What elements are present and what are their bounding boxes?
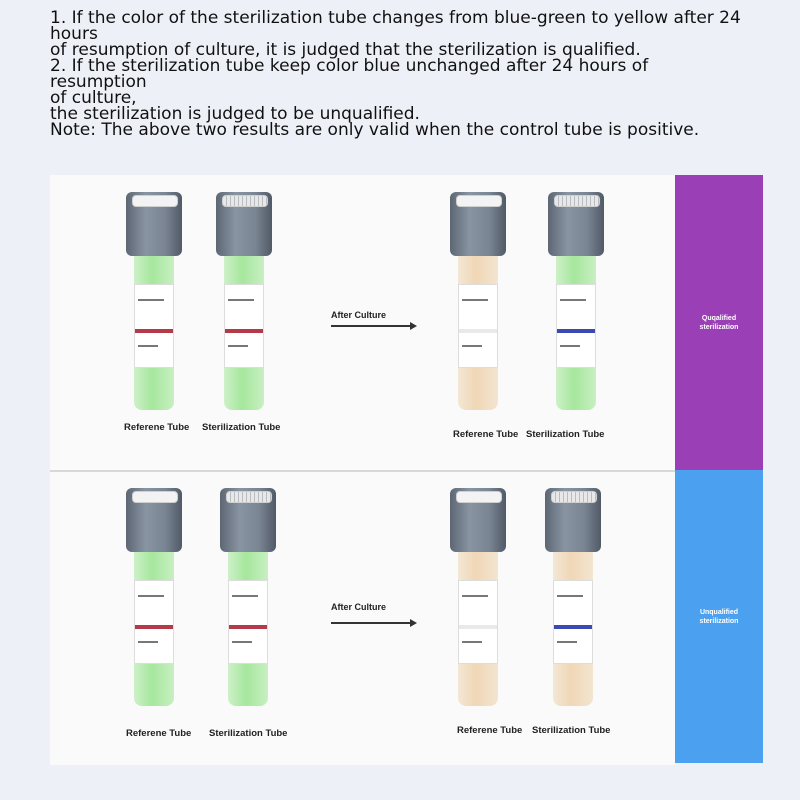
side-label: Unqualified	[699, 608, 739, 616]
arrow-icon	[331, 622, 415, 624]
unqualified-label-bar	[675, 470, 763, 763]
tube-caption: Referene Tube	[453, 429, 519, 440]
side-label: sterilization	[699, 617, 739, 625]
arrow-icon	[331, 325, 415, 327]
qualified-panel	[50, 175, 675, 470]
reference-tube-after	[448, 488, 508, 714]
tube-caption: Referene Tube	[457, 725, 523, 736]
reference-tube-before	[124, 488, 184, 714]
arrow-label: After Culture	[331, 310, 387, 320]
tube-caption: Sterilization Tube	[532, 725, 611, 736]
note-line: of resumption of culture, it is judged that the sterilization is qualified.	[50, 40, 641, 60]
arrow-label: After Culture	[331, 602, 387, 612]
sterilization-tube-before	[218, 488, 278, 714]
tube-caption: Sterilization Tube	[209, 728, 288, 739]
unqualified-panel	[50, 470, 675, 765]
tube-caption: Referene Tube	[126, 728, 192, 739]
note-line: 1. If the color of the sterilization tube changes from blue-green to yellow after 24	[50, 8, 741, 28]
note-line: hours	[50, 24, 98, 44]
note-line: 2. If the sterilization tube keep color blue unchanged after 24 hours of resumption	[50, 56, 649, 92]
note-line: of culture,	[50, 88, 137, 108]
sterilization-tube-after	[546, 192, 606, 418]
tube-caption: Referene Tube	[124, 422, 190, 433]
instruction-text	[50, 10, 750, 138]
note-line: the sterilization is judged to be unqualified.	[50, 104, 420, 124]
side-label: sterilization	[699, 323, 739, 331]
sterilization-tube-after	[543, 488, 603, 714]
reference-tube-after	[448, 192, 508, 418]
sterilization-tube-before	[214, 192, 274, 418]
qualified-label-bar	[675, 175, 763, 470]
side-label: Quqalified	[701, 314, 737, 322]
tube-caption: Sterilization Tube	[202, 422, 281, 433]
tube-caption: Sterilization Tube	[526, 429, 605, 440]
reference-tube-before	[124, 192, 184, 418]
note-line: Note: The above two results are only valid when the control tube is positive.	[50, 120, 700, 140]
